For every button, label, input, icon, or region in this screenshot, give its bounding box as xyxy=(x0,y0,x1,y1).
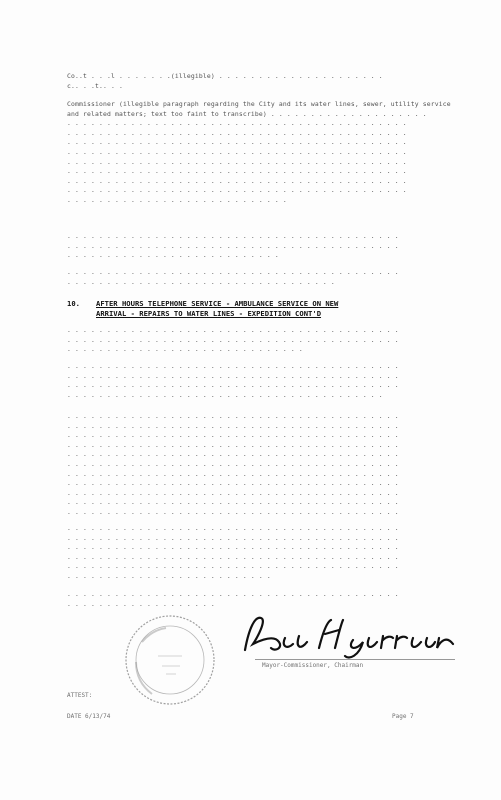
paragraph: . . . . . . . . . . . . . . . . . . . . . . . . . . . . . . . . . . . . . . . . . . . . . . . . . . . . . . . . . . . . . . . . . . . . . . . . . . . . . . . . . . . . . . . . . . . . . . . . . . . . . . . . . . . . . . . . . . . . . . . . . . . . . . . . . . . . . . . . . . . . . . . . . . . . . . . . . . . . . . . . . . . . . . . . . . . . . . . . . . . . . . . . . . . . . . . . . . . . . . . . . . . . . . . . . . . . . . . . . . . . . . . . . . . . . . . . . . . . . . . . . . . . . . . . . . . . . . . . . . . . . . . . . . . . . . . . . . . . . . . . . . . . . . . . . . . . . . . . . . . . . . . . . . . . . . . . . . . . . . . . . . . . . . . . . . . . . . . . . . . . . . . . . . . . . . . . . . . . . . . . . . . . . . . . . . . . . . . . . . . . . . . . . . . . . . . . . . . . . . . . . . . . . . . . . . . . . . . . . . . . . . . . . . . . . . . . . . . . . . . . . . . . . . . . . . . . . . . . . . . . . . xyxy=(67,412,399,516)
paragraph: . . . . . . . . . . . . . . . . . . . . . . . . . . . . . . . . . . . . . . . . . . . . . . . . . . . . . . . . . . . . . . . . . . . . . . . . . . . . . . . . . . . . . . . . . . . . . . . . . . . . . . . . . . . . . . . . . . xyxy=(67,326,399,354)
paragraph: . . . . . . . . . . . . . . . . . . . . . . . . . . . . . . . . . . . . . . . . . . . . . . . . . . . . . . . . . . . . . . . . . . . . . . . . . . . . . . . . . . . . . . . . . . . . . . . . . . . . . . . . . . . . . . . xyxy=(67,232,399,260)
paragraph: . . . . . . . . . . . . . . . . . . . . . . . . . . . . . . . . . . . . . . . . . . . . . . . . . . . . . . . . . . . . . . . . . . . . . . . . . . . . . . . . . . . . . . . . . . . . . . . . . . . . . . . . . . . . . . . . . . . . . . . . . . . . . . . . . . . . . . . . . . . . . . . . . . . . . . . . . . . . . . . . . . . . . . . . . . . . . . . . . . . . . . . . . . . . . . . . . . . . . . . . . . . . . . . . . . . . . . . . . . . . . . . . . . . . . . . . . . . . xyxy=(67,524,399,580)
paragraph: Commissioner (illegible paragraph regarding the City and its water lines, sewer, utility service and related matters; text too faint to transcribe) . . . . . . . . . . . . . . . . . . . . . . . . . . . . . . . . . . . . . . . . . . . . . . . . . . . . . . . . . . . . . . . . . . . . . . . . . . . . . . . . . . . . . . . . . . . . . . . . . . . . . . . . . . . . . . . . . . . . . . . . . . . . . . . . . . . . . . . . . . . . . . . . . . . . . . . . . . . . . . . . . . . . . . . . . . . . . . . . . . . . . . . . . . . . . . . . . . . . . . . . . . . . . . . . . . . . . . . . . . . . . . . . . . . . . . . . . . . . . . . . . . . . . . . . . . . . . . . . . . . . . . . . . . . . . . . . . . . . . . . . . . . . . . . . . . . . . . . . . . . . . . . . . . . . . . . . . . . . . . . . . . . . . . . . . . . . . . . . . . . . . . . . . . . . . . . . . . . . . . . . . . . . . . . . . . . . . . . . . . . . . . . . . . . . . . . . xyxy=(67,100,451,204)
attest-label: ATTEST: xyxy=(67,692,93,699)
paragraph: . . . . . . . . . . . . . . . . . . . . . . . . . . . . . . . . . . . . . . . . . . . . . . . . . . . . . . . . . . . . . . . . . . . . . . . . . . . . . . . . . . . . . . . . . . . . . . . . . . . . . . . . . . . . . . . . . . . . . . . . . . . . . . . . . . . . . . . . . . . . . . . . . . . . . . . . . . . . . . . . . . . . . . xyxy=(67,362,399,399)
paragraph: . . . . . . . . . . . . . . . . . . . . . . . . . . . . . . . . . . . . . . . . . . . . . . . . . . . . . . . . . . . . . . . . . . . . . . . . . . . . xyxy=(67,268,399,286)
paragraph: Co..t . . .l . . . . . . .(illegible) . . . . . . . . . . . . . . . . . . . . . c.. . .t.. . . xyxy=(67,72,383,90)
section-number: 10. xyxy=(67,299,80,308)
footer-page-number: Page 7 xyxy=(392,713,414,720)
signature-image xyxy=(235,608,465,663)
section-heading-line-2: ARRIVAL - REPAIRS TO WATER LINES - EXPEDITION CONT'D xyxy=(96,309,322,318)
signature-caption: Mayor-Commissioner, Chairman xyxy=(262,662,364,669)
section-heading-line-1: AFTER HOURS TELEPHONE SERVICE - AMBULANCE SERVICE ON NEW xyxy=(96,299,339,308)
footer-date: DATE 6/13/74 xyxy=(67,713,111,720)
city-seal-icon xyxy=(122,612,218,708)
paragraph: . . . . . . . . . . . . . . . . . . . . . . . . . . . . . . . . . . . . . . . . . . . . . . . . . . . . . . . . . . . . . xyxy=(67,590,399,608)
signature-rule xyxy=(255,659,455,660)
